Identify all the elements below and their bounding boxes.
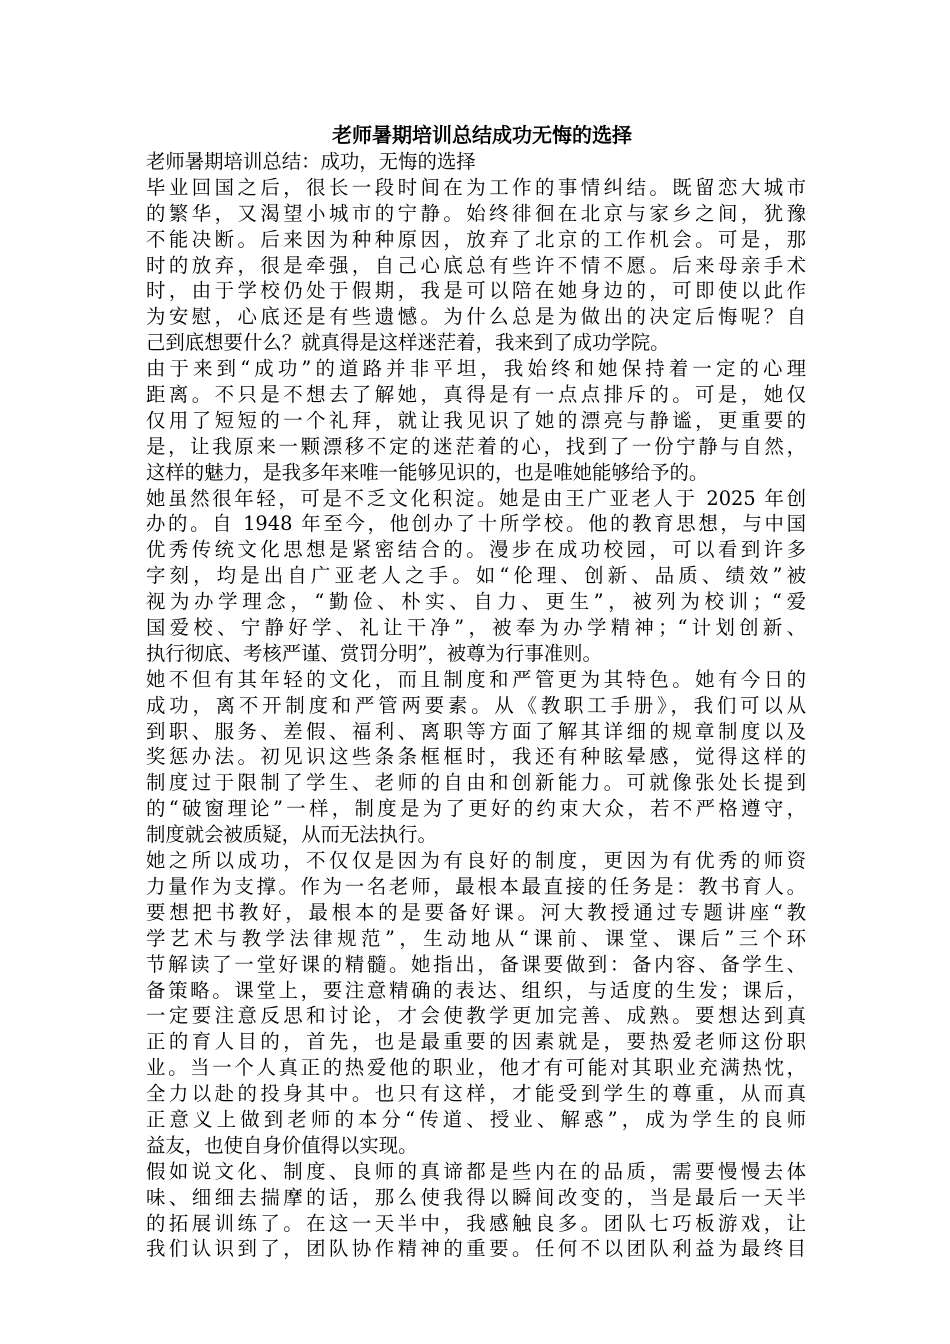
text-line: 是，让我原来一颗漂移不定的迷茫着的心，找到了一份宁静与自然， bbox=[146, 434, 806, 458]
document-body bbox=[146, 121, 806, 1262]
text-line: 仅用了短短的一个礼拜，就让我见识了她的漂亮与静谧，更重要的 bbox=[146, 408, 806, 432]
text-line: 的“破窗理论”一样，制度是为了更好的约束大众，若不严格遵守， bbox=[146, 797, 806, 821]
text-line: 益友，也使自身价值得以实现。 bbox=[146, 1133, 418, 1157]
text-line: 办的。自 1948 年至今，他创办了十所学校。他的教育思想，与中国 bbox=[146, 512, 806, 536]
text-line: 执行彻底、考核严谨、赏罚分明”，被尊为行事准则。 bbox=[146, 641, 602, 665]
document-title: 老师暑期培训总结成功无悔的选择 bbox=[332, 123, 632, 147]
text-line: 她虽然很年轻，可是不乏文化积淀。她是由王广亚老人于 2025 年创 bbox=[146, 486, 806, 510]
text-line: 的繁华，又渴望小城市的宁静。始终徘徊在北京与家乡之间，犹豫 bbox=[146, 201, 806, 225]
text-line: 的拓展训练了。在这一天半中，我感触良多。团队七巧板游戏，让 bbox=[146, 1211, 806, 1235]
text-line: 味、细细去揣摩的话，那么使我得以瞬间改变的，当是最后一天半 bbox=[146, 1185, 806, 1209]
text-line: 制度就会被质疑，从而无法执行。 bbox=[146, 823, 437, 847]
text-line: 我们认识到了，团队协作精神的重要。任何不以团队利益为最终目 bbox=[146, 1237, 806, 1261]
text-line: 假如说文化、制度、良师的真谛都是些内在的品质，需要慢慢去体 bbox=[146, 1159, 806, 1183]
text-line: 制度过于限制了学生、老师的自由和创新能力。可就像张处长提到 bbox=[146, 771, 806, 795]
text-line: 一定要注意反思和讨论，才会使教学更加完善、成熟。要想达到真 bbox=[146, 1004, 806, 1028]
text-line: 时，由于学校仍处于假期，我是可以陪在她身边的，可即使以此作 bbox=[146, 279, 806, 303]
text-line: 视为办学理念，“勤俭、朴实、自力、更生”，被列为校训；“爱 bbox=[146, 590, 806, 614]
text-line: 己到底想要什么？就真得是这样迷茫着，我来到了成功学院。 bbox=[146, 331, 670, 355]
text-line: 不能决断。后来因为种种原因，放弃了北京的工作机会。可是，那 bbox=[146, 227, 806, 251]
text-line: 她不但有其年轻的文化，而且制度和严管更为其特色。她有今日的 bbox=[146, 667, 806, 691]
text-line: 要想把书教好，最根本的是要备好课。河大教授通过专题讲座“教 bbox=[146, 900, 806, 924]
text-line: 她之所以成功，不仅仅是因为有良好的制度，更因为有优秀的师资 bbox=[146, 849, 806, 873]
text-line: 由于来到“成功”的道路并非平坦，我始终和她保持着一定的心理 bbox=[146, 357, 806, 381]
text-line: 毕业回国之后，很长一段时间在为工作的事情纠结。既留恋大城市 bbox=[146, 175, 806, 199]
text-line: 时的放弃，很是牵强，自己心底总有些许不情不愿。后来母亲手术 bbox=[146, 253, 806, 277]
document-text bbox=[146, 149, 806, 1262]
text-line: 字刻，均是出自广亚老人之手。如“伦理、创新、品质、绩效”被 bbox=[146, 564, 806, 588]
text-line: 距离。不只是不想去了解她，真得是有一点点排斥的。可是，她仅 bbox=[146, 383, 806, 407]
text-line: 奖惩办法。初见识这些条条框框时，我还有种眩晕感，觉得这样的 bbox=[146, 745, 806, 769]
text-line: 老师暑期培训总结：成功，无悔的选择 bbox=[146, 150, 476, 173]
text-line: 国爱校、宁静好学、礼让干净”，被奉为办学精神；“计划创新、 bbox=[146, 616, 806, 640]
text-line: 节解读了一堂好课的精髓。她指出，备课要做到：备内容、备学生、 bbox=[146, 952, 806, 976]
text-line: 到职、服务、差假、福利、离职等方面了解其详细的规章制度以及 bbox=[146, 719, 806, 743]
text-line: 为安慰，心底还是有些遗憾。为什么总是为做出的决定后悔呢？自 bbox=[146, 305, 806, 329]
text-line: 成功，离不开制度和严管两要素。从《教职工手册》，我们可以从 bbox=[146, 693, 806, 717]
text-line: 业。当一个人真正的热爱他的职业，他才有可能对其职业充满热忱， bbox=[146, 1056, 806, 1080]
text-line: 力量作为支撑。作为一名老师，最根本最直接的任务是：教书育人。 bbox=[146, 874, 806, 898]
text-line: 学艺术与教学法律规范”，生动地从“课前、课堂、课后”三个环 bbox=[146, 926, 806, 950]
text-line: 正的育人目的，首先，也是最重要的因素就是，要热爱老师这份职 bbox=[146, 1030, 806, 1054]
text-line: 全力以赴的投身其中。也只有这样，才能受到学生的尊重，从而真 bbox=[146, 1082, 806, 1106]
text-line: 这样的魅力，是我多年来唯一能够见识的，也是唯她能够给予的。 bbox=[146, 460, 709, 484]
text-line: 优秀传统文化思想是紧密结合的。漫步在成功校园，可以看到许多 bbox=[146, 538, 806, 562]
text-line: 正意义上做到老师的本分“传道、授业、解惑”，成为学生的良师 bbox=[146, 1107, 806, 1131]
text-line: 备策略。课堂上，要注意精确的表达、组织，与适度的生发；课后， bbox=[146, 978, 806, 1002]
